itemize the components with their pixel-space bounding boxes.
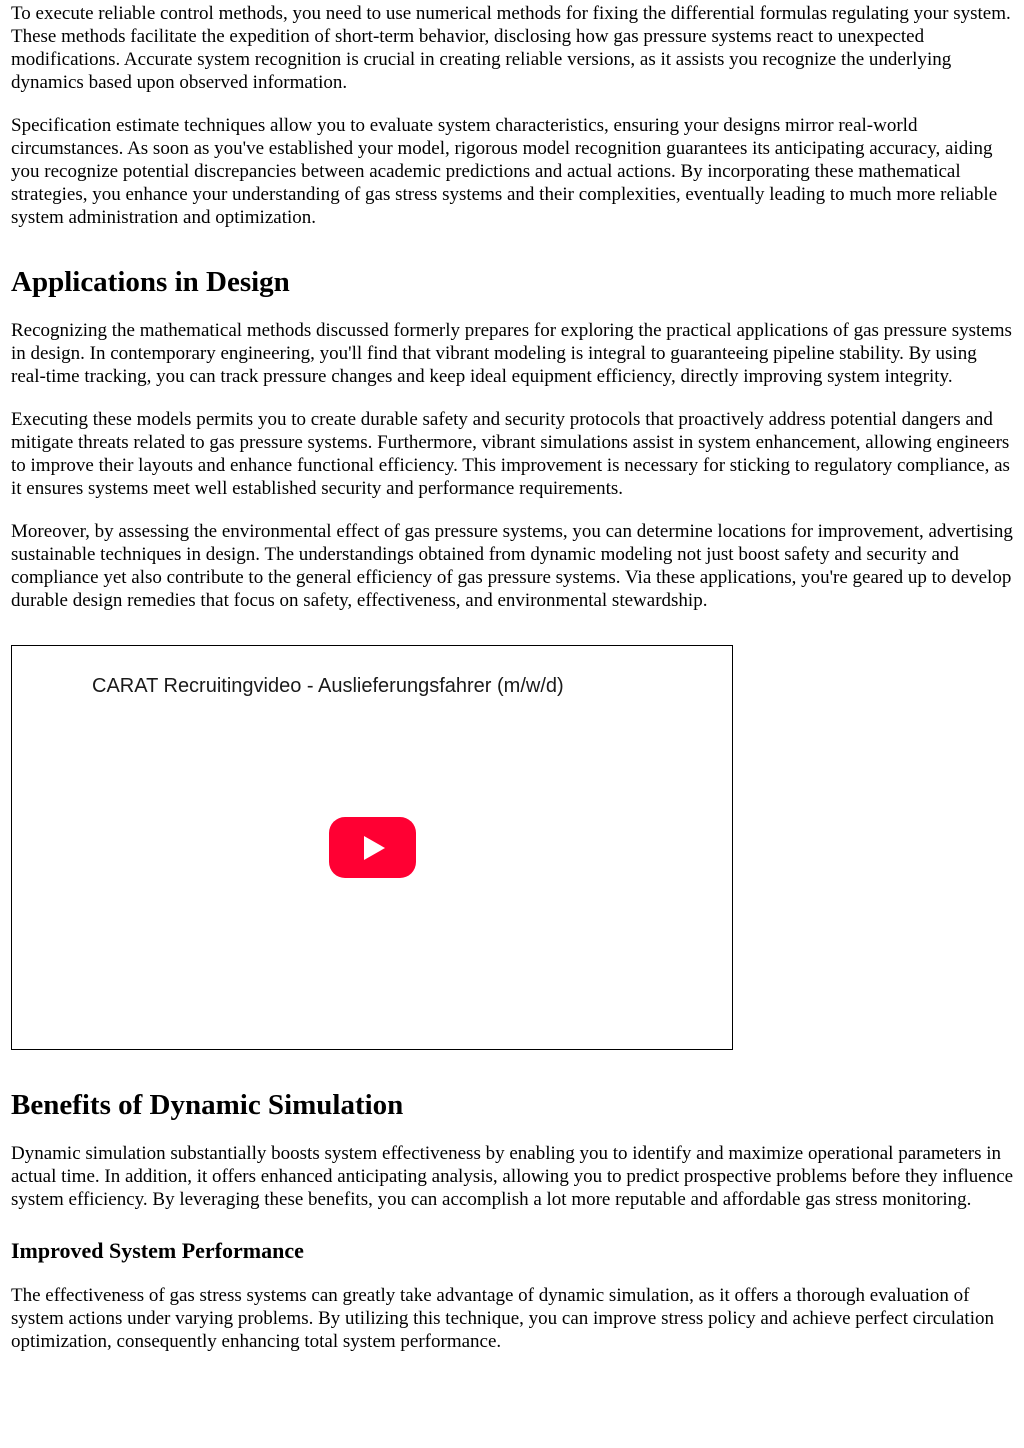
applications-paragraph-3: Moreover, by assessing the environmental effect of gas pressure systems, you can determine locations for improvement, advertising sustainable techniques in design. The understandings obtained from dynamic modeling not just boost safety and security and compliance yet also contribute to the general efficiency of gas pressure systems. Via these applications, you're geared up to develop durable design remedies that focus on safety, effectiveness, and environmental stewardship. bbox=[11, 521, 1013, 611]
intro-paragraph-1: To execute reliable control methods, you need to use numerical methods for fixing the differential formulas regulating your system. These methods facilitate the expedition of short-term behavior, disclosing how gas pressure systems react to unexpected modifications. Accurate system recognition is crucial in creating reliable versions, as it assists you recognize the underlying dynamics based upon observed information. bbox=[11, 3, 1011, 93]
play-triangle-icon bbox=[364, 836, 385, 860]
video-title[interactable]: CARAT Recruitingvideo - Auslieferungsfahrer (m/w/d) bbox=[92, 675, 564, 697]
performance-paragraph-1: The effectiveness of gas stress systems can greatly take advantage of dynamic simulation, as it offers a thorough evaluation of system actions under varying problems. By utilizing this technique, you can improve stress policy and achieve perfect circulation optimization, consequently enhancing total system performance. bbox=[11, 1285, 994, 1352]
benefits-paragraph-1: Dynamic simulation substantially boosts system effectiveness by enabling you to identify and maximize operational parameters in actual time. In addition, it offers enhanced anticipating analysis, allowing you to predict prospective problems before they influence system efficiency. By leveraging these benefits, you can accomplish a lot more reputable and affordable gas stress monitoring. bbox=[11, 1143, 1014, 1210]
intro-paragraph-2: Specification estimate techniques allow you to evaluate system characteristics, ensuring your designs mirror real-world circumstances. As soon as you've established your model, rigorous model recognition guarantees its anticipating accuracy, aiding you recognize potential discrepancies between academic predictions and actual actions. By incorporating these mathematical strategies, you enhance your understanding of gas stress systems and their complexities, eventually leading to much more reliable system administration and optimization. bbox=[11, 115, 998, 228]
youtube-play-icon[interactable] bbox=[329, 817, 416, 878]
heading-applications-in-design: Applications in Design bbox=[11, 266, 290, 298]
heading-improved-system-performance: Improved System Performance bbox=[11, 1238, 304, 1263]
video-embed[interactable] bbox=[11, 645, 733, 1050]
heading-benefits-of-dynamic-simulation: Benefits of Dynamic Simulation bbox=[11, 1089, 404, 1121]
article bbox=[0, 2, 1024, 1353]
applications-paragraph-1: Recognizing the mathematical methods discussed formerly prepares for exploring the practical applications of gas pressure systems in design. In contemporary engineering, you'll find that vibrant modeling is integral to guaranteeing pipeline stability. By using real-time tracking, you can track pressure changes and keep ideal equipment efficiency, directly improving system integrity. bbox=[11, 320, 1012, 387]
applications-paragraph-2: Executing these models permits you to create durable safety and security protocols that proactively address potential dangers and mitigate threats related to gas pressure systems. Furthermore, vibrant simulations assist in system enhancement, allowing engineers to improve their layouts and enhance functional efficiency. This improvement is necessary for sticking to regulatory compliance, as it ensures systems meet well established security and performance requirements. bbox=[11, 409, 1010, 499]
